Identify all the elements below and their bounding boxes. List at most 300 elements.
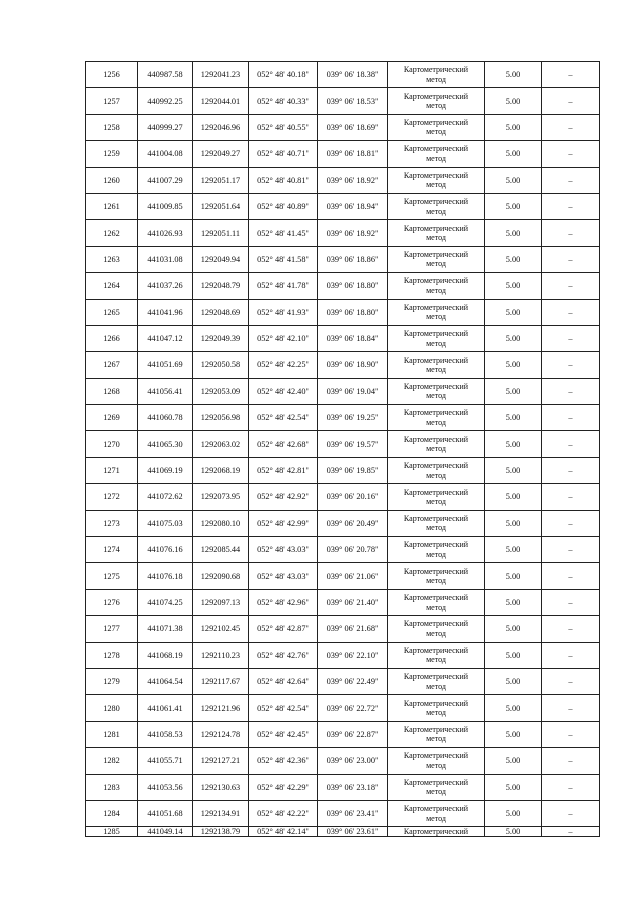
longitude-cell: 039° 06' 22.49" xyxy=(318,668,388,694)
table-row xyxy=(86,537,600,563)
method-cell xyxy=(388,273,485,299)
longitude-cell: 039° 06' 18.53" xyxy=(318,88,388,114)
method-cell xyxy=(388,378,485,404)
method-line-1: Картометрический xyxy=(403,566,469,576)
x-coordinate-cell: 441051.68 xyxy=(138,800,193,826)
method-line-2: метод xyxy=(426,576,446,586)
method-line-1: Картометрический xyxy=(403,249,469,259)
table-row xyxy=(86,88,600,114)
table-row xyxy=(86,589,600,615)
point-number-cell: 1279 xyxy=(86,668,138,694)
latitude-cell: 052° 48' 42.76" xyxy=(249,642,318,668)
longitude-cell: 039° 06' 22.72" xyxy=(318,695,388,721)
note-cell: – xyxy=(542,431,600,457)
method-line-2: метод xyxy=(426,813,446,823)
point-number-cell: 1270 xyxy=(86,431,138,457)
accuracy-cell: 5.00 xyxy=(485,695,542,721)
method-line-1: Картометрический xyxy=(403,725,469,735)
table-row xyxy=(86,563,600,589)
latitude-cell: 052° 48' 42.92" xyxy=(249,484,318,510)
longitude-cell: 039° 06' 19.25" xyxy=(318,405,388,431)
table-row xyxy=(86,167,600,193)
longitude-cell: 039° 06' 21.68" xyxy=(318,616,388,642)
method-line-2: метод xyxy=(426,206,446,216)
point-number-cell: 1272 xyxy=(86,484,138,510)
accuracy-cell: 5.00 xyxy=(485,246,542,272)
point-number-cell: 1278 xyxy=(86,642,138,668)
method-line-2: метод xyxy=(426,127,446,137)
point-number-cell: 1267 xyxy=(86,352,138,378)
y-coordinate-cell: 1292085.44 xyxy=(193,537,249,563)
y-coordinate-cell: 1292068.19 xyxy=(193,457,249,483)
x-coordinate-cell: 441075.03 xyxy=(138,510,193,536)
longitude-cell: 039° 06' 18.38" xyxy=(318,62,388,88)
longitude-cell: 039° 06' 18.80" xyxy=(318,273,388,299)
note-cell: – xyxy=(542,88,600,114)
y-coordinate-cell: 1292053.09 xyxy=(193,378,249,404)
table-row xyxy=(86,510,600,536)
accuracy-cell: 5.00 xyxy=(485,642,542,668)
method-cell xyxy=(388,721,485,747)
note-cell: – xyxy=(542,167,600,193)
method-line-2: метод xyxy=(426,760,446,770)
x-coordinate-cell: 441072.62 xyxy=(138,484,193,510)
method-cell xyxy=(388,589,485,615)
note-cell: – xyxy=(542,484,600,510)
table-row xyxy=(86,774,600,800)
note-cell: – xyxy=(542,273,600,299)
method-line-1: Картометрический xyxy=(403,118,469,128)
y-coordinate-cell: 1292049.27 xyxy=(193,141,249,167)
point-number-cell: 1263 xyxy=(86,246,138,272)
method-cell xyxy=(388,114,485,140)
method-line-1: Картометрический xyxy=(403,381,469,391)
longitude-cell: 039° 06' 21.40" xyxy=(318,589,388,615)
method-line-1: Картометрический xyxy=(403,804,469,814)
method-line-2: метод xyxy=(426,708,446,718)
accuracy-cell: 5.00 xyxy=(485,325,542,351)
accuracy-cell: 5.00 xyxy=(485,800,542,826)
latitude-cell: 052° 48' 41.58" xyxy=(249,246,318,272)
longitude-cell: 039° 06' 18.94" xyxy=(318,193,388,219)
method-line-1: Картометрический xyxy=(403,434,469,444)
method-line-1: Картометрический xyxy=(403,144,469,154)
table-row xyxy=(86,62,600,88)
point-number-cell: 1271 xyxy=(86,457,138,483)
method-line-2: метод xyxy=(426,681,446,691)
latitude-cell: 052° 48' 40.33" xyxy=(249,88,318,114)
y-coordinate-cell: 1292121.96 xyxy=(193,695,249,721)
x-coordinate-cell: 441069.19 xyxy=(138,457,193,483)
x-coordinate-cell: 441007.29 xyxy=(138,167,193,193)
method-line-2: метод xyxy=(426,101,446,111)
latitude-cell: 052° 48' 43.03" xyxy=(249,563,318,589)
method-cell xyxy=(388,748,485,774)
method-line-1: Картометрический xyxy=(403,751,469,761)
method-cell xyxy=(388,774,485,800)
accuracy-cell: 5.00 xyxy=(485,273,542,299)
note-cell: – xyxy=(542,62,600,88)
y-coordinate-cell: 1292127.21 xyxy=(193,748,249,774)
note-cell: – xyxy=(542,695,600,721)
note-cell: – xyxy=(542,668,600,694)
table-row xyxy=(86,721,600,747)
accuracy-cell: 5.00 xyxy=(485,114,542,140)
note-cell: – xyxy=(542,352,600,378)
latitude-cell: 052° 48' 42.29" xyxy=(249,774,318,800)
method-line-1: Картометрический xyxy=(403,91,469,101)
x-coordinate-cell: 441031.08 xyxy=(138,246,193,272)
method-cell xyxy=(388,827,485,837)
method-line-1: Картометрический xyxy=(403,698,469,708)
method-line-1: Картометрический xyxy=(403,513,469,523)
point-number-cell: 1277 xyxy=(86,616,138,642)
y-coordinate-cell: 1292117.67 xyxy=(193,668,249,694)
method-cell xyxy=(388,167,485,193)
point-number-cell: 1285 xyxy=(86,827,138,837)
x-coordinate-cell: 440987.58 xyxy=(138,62,193,88)
method-line-2: метод xyxy=(426,74,446,84)
y-coordinate-cell: 1292046.96 xyxy=(193,114,249,140)
point-number-cell: 1274 xyxy=(86,537,138,563)
point-number-cell: 1266 xyxy=(86,325,138,351)
table-row xyxy=(86,193,600,219)
point-number-cell: 1280 xyxy=(86,695,138,721)
longitude-cell: 039° 06' 18.84" xyxy=(318,325,388,351)
method-line-2: метод xyxy=(426,180,446,190)
method-cell xyxy=(388,325,485,351)
note-cell: – xyxy=(542,193,600,219)
accuracy-cell: 5.00 xyxy=(485,774,542,800)
y-coordinate-cell: 1292049.39 xyxy=(193,325,249,351)
note-cell: – xyxy=(542,563,600,589)
method-cell xyxy=(388,141,485,167)
note-cell: – xyxy=(542,405,600,431)
y-coordinate-cell: 1292051.64 xyxy=(193,193,249,219)
point-number-cell: 1275 xyxy=(86,563,138,589)
x-coordinate-cell: 441064.54 xyxy=(138,668,193,694)
method-cell xyxy=(388,510,485,536)
method-line-2: метод xyxy=(426,470,446,480)
latitude-cell: 052° 48' 41.45" xyxy=(249,220,318,246)
latitude-cell: 052° 48' 42.40" xyxy=(249,378,318,404)
table-row xyxy=(86,642,600,668)
longitude-cell: 039° 06' 20.49" xyxy=(318,510,388,536)
latitude-cell: 052° 48' 42.45" xyxy=(249,721,318,747)
point-number-cell: 1258 xyxy=(86,114,138,140)
table-row xyxy=(86,220,600,246)
x-coordinate-cell: 441041.96 xyxy=(138,299,193,325)
y-coordinate-cell: 1292102.45 xyxy=(193,616,249,642)
longitude-cell: 039° 06' 18.92" xyxy=(318,220,388,246)
table-row xyxy=(86,325,600,351)
note-cell: – xyxy=(542,537,600,563)
y-coordinate-cell: 1292063.02 xyxy=(193,431,249,457)
y-coordinate-cell: 1292051.11 xyxy=(193,220,249,246)
method-cell xyxy=(388,642,485,668)
method-line-2: метод xyxy=(426,523,446,533)
x-coordinate-cell: 441053.56 xyxy=(138,774,193,800)
longitude-cell: 039° 06' 23.41" xyxy=(318,800,388,826)
accuracy-cell: 5.00 xyxy=(485,431,542,457)
y-coordinate-cell: 1292138.79 xyxy=(193,827,249,837)
method-line-1: Картометрический xyxy=(403,619,469,629)
point-number-cell: 1276 xyxy=(86,589,138,615)
accuracy-cell: 5.00 xyxy=(485,62,542,88)
note-cell: – xyxy=(542,378,600,404)
latitude-cell: 052° 48' 42.54" xyxy=(249,695,318,721)
table-row xyxy=(86,352,600,378)
note-cell: – xyxy=(542,220,600,246)
latitude-cell: 052° 48' 42.36" xyxy=(249,748,318,774)
point-number-cell: 1264 xyxy=(86,273,138,299)
longitude-cell: 039° 06' 19.57" xyxy=(318,431,388,457)
x-coordinate-cell: 441061.41 xyxy=(138,695,193,721)
x-coordinate-cell: 440999.27 xyxy=(138,114,193,140)
longitude-cell: 039° 06' 23.00" xyxy=(318,748,388,774)
note-cell: – xyxy=(542,748,600,774)
latitude-cell: 052° 48' 42.68" xyxy=(249,431,318,457)
table-row xyxy=(86,246,600,272)
accuracy-cell: 5.00 xyxy=(485,563,542,589)
table-row xyxy=(86,616,600,642)
table-row xyxy=(86,457,600,483)
accuracy-cell: 5.00 xyxy=(485,616,542,642)
point-number-cell: 1269 xyxy=(86,405,138,431)
point-number-cell: 1262 xyxy=(86,220,138,246)
method-line-2: метод xyxy=(426,655,446,665)
latitude-cell: 052° 48' 40.18" xyxy=(249,62,318,88)
method-cell xyxy=(388,193,485,219)
point-number-cell: 1273 xyxy=(86,510,138,536)
method-line-1: Картометрический xyxy=(403,827,469,837)
point-number-cell: 1283 xyxy=(86,774,138,800)
method-line-1: Картометрический xyxy=(403,170,469,180)
note-cell: – xyxy=(542,589,600,615)
x-coordinate-cell: 441076.16 xyxy=(138,537,193,563)
method-cell xyxy=(388,62,485,88)
x-coordinate-cell: 441058.53 xyxy=(138,721,193,747)
method-line-1: Картометрический xyxy=(403,777,469,787)
table-row xyxy=(86,668,600,694)
latitude-cell: 052° 48' 40.71" xyxy=(249,141,318,167)
method-cell xyxy=(388,405,485,431)
longitude-cell: 039° 06' 19.85" xyxy=(318,457,388,483)
method-cell xyxy=(388,88,485,114)
note-cell: – xyxy=(542,141,600,167)
table-row xyxy=(86,748,600,774)
method-line-1: Картометрический xyxy=(403,593,469,603)
latitude-cell: 052° 48' 42.87" xyxy=(249,616,318,642)
longitude-cell: 039° 06' 18.80" xyxy=(318,299,388,325)
x-coordinate-cell: 441076.18 xyxy=(138,563,193,589)
x-coordinate-cell: 440992.25 xyxy=(138,88,193,114)
x-coordinate-cell: 441049.14 xyxy=(138,827,193,837)
table-body xyxy=(86,62,600,837)
y-coordinate-cell: 1292097.13 xyxy=(193,589,249,615)
longitude-cell: 039° 06' 23.18" xyxy=(318,774,388,800)
y-coordinate-cell: 1292073.95 xyxy=(193,484,249,510)
method-cell xyxy=(388,800,485,826)
accuracy-cell: 5.00 xyxy=(485,378,542,404)
method-cell xyxy=(388,695,485,721)
longitude-cell: 039° 06' 19.04" xyxy=(318,378,388,404)
table-row xyxy=(86,800,600,826)
latitude-cell: 052° 48' 40.81" xyxy=(249,167,318,193)
accuracy-cell: 5.00 xyxy=(485,668,542,694)
latitude-cell: 052° 48' 43.03" xyxy=(249,537,318,563)
x-coordinate-cell: 441037.26 xyxy=(138,273,193,299)
method-line-2: метод xyxy=(426,233,446,243)
table-row xyxy=(86,378,600,404)
table-row xyxy=(86,273,600,299)
accuracy-cell: 5.00 xyxy=(485,299,542,325)
method-line-1: Картометрический xyxy=(403,65,469,75)
note-cell: – xyxy=(542,800,600,826)
point-number-cell: 1260 xyxy=(86,167,138,193)
accuracy-cell: 5.00 xyxy=(485,589,542,615)
x-coordinate-cell: 441065.30 xyxy=(138,431,193,457)
method-cell xyxy=(388,537,485,563)
method-line-1: Картометрический xyxy=(403,672,469,682)
longitude-cell: 039° 06' 18.69" xyxy=(318,114,388,140)
x-coordinate-cell: 441047.12 xyxy=(138,325,193,351)
method-cell xyxy=(388,457,485,483)
y-coordinate-cell: 1292049.94 xyxy=(193,246,249,272)
method-line-2: метод xyxy=(426,153,446,163)
accuracy-cell: 5.00 xyxy=(485,457,542,483)
y-coordinate-cell: 1292090.68 xyxy=(193,563,249,589)
method-line-2: метод xyxy=(426,602,446,612)
method-cell xyxy=(388,352,485,378)
latitude-cell: 052° 48' 40.89" xyxy=(249,193,318,219)
accuracy-cell: 5.00 xyxy=(485,352,542,378)
latitude-cell: 052° 48' 42.22" xyxy=(249,800,318,826)
latitude-cell: 052° 48' 42.10" xyxy=(249,325,318,351)
x-coordinate-cell: 441004.08 xyxy=(138,141,193,167)
y-coordinate-cell: 1292080.10 xyxy=(193,510,249,536)
accuracy-cell: 5.00 xyxy=(485,405,542,431)
method-line-1: Картометрический xyxy=(403,329,469,339)
method-cell xyxy=(388,484,485,510)
accuracy-cell: 5.00 xyxy=(485,827,542,837)
method-line-1: Картометрический xyxy=(403,276,469,286)
table-row xyxy=(86,695,600,721)
method-line-1: Картометрический xyxy=(403,645,469,655)
method-line-1: Картометрический xyxy=(403,461,469,471)
accuracy-cell: 5.00 xyxy=(485,484,542,510)
x-coordinate-cell: 441074.25 xyxy=(138,589,193,615)
accuracy-cell: 5.00 xyxy=(485,141,542,167)
note-cell: – xyxy=(542,325,600,351)
x-coordinate-cell: 441056.41 xyxy=(138,378,193,404)
point-number-cell: 1282 xyxy=(86,748,138,774)
point-number-cell: 1268 xyxy=(86,378,138,404)
method-cell xyxy=(388,299,485,325)
latitude-cell: 052° 48' 42.81" xyxy=(249,457,318,483)
method-line-1: Картометрический xyxy=(403,197,469,207)
note-cell: – xyxy=(542,299,600,325)
x-coordinate-cell: 441068.19 xyxy=(138,642,193,668)
y-coordinate-cell: 1292124.78 xyxy=(193,721,249,747)
y-coordinate-cell: 1292048.69 xyxy=(193,299,249,325)
y-coordinate-cell: 1292048.79 xyxy=(193,273,249,299)
table-row xyxy=(86,827,600,837)
note-cell: – xyxy=(542,616,600,642)
method-cell xyxy=(388,246,485,272)
point-number-cell: 1261 xyxy=(86,193,138,219)
accuracy-cell: 5.00 xyxy=(485,193,542,219)
note-cell: – xyxy=(542,510,600,536)
table-row xyxy=(86,141,600,167)
method-cell xyxy=(388,616,485,642)
accuracy-cell: 5.00 xyxy=(485,220,542,246)
latitude-cell: 052° 48' 42.64" xyxy=(249,668,318,694)
accuracy-cell: 5.00 xyxy=(485,537,542,563)
table-row xyxy=(86,431,600,457)
y-coordinate-cell: 1292130.63 xyxy=(193,774,249,800)
latitude-cell: 052° 48' 42.25" xyxy=(249,352,318,378)
longitude-cell: 039° 06' 20.16" xyxy=(318,484,388,510)
longitude-cell: 039° 06' 18.92" xyxy=(318,167,388,193)
method-line-2: метод xyxy=(426,496,446,506)
method-line-1: Картометрический xyxy=(403,302,469,312)
point-number-cell: 1259 xyxy=(86,141,138,167)
y-coordinate-cell: 1292041.23 xyxy=(193,62,249,88)
method-line-2: метод xyxy=(426,338,446,348)
method-cell xyxy=(388,220,485,246)
note-cell: – xyxy=(542,114,600,140)
table-row xyxy=(86,484,600,510)
method-line-2: метод xyxy=(426,444,446,454)
longitude-cell: 039° 06' 18.81" xyxy=(318,141,388,167)
y-coordinate-cell: 1292050.58 xyxy=(193,352,249,378)
longitude-cell: 039° 06' 21.06" xyxy=(318,563,388,589)
table-row xyxy=(86,114,600,140)
method-line-2: метод xyxy=(426,259,446,269)
x-coordinate-cell: 441055.71 xyxy=(138,748,193,774)
method-cell xyxy=(388,431,485,457)
method-line-2: метод xyxy=(426,312,446,322)
table-row xyxy=(86,405,600,431)
x-coordinate-cell: 441009.85 xyxy=(138,193,193,219)
note-cell: – xyxy=(542,774,600,800)
longitude-cell: 039° 06' 18.90" xyxy=(318,352,388,378)
accuracy-cell: 5.00 xyxy=(485,748,542,774)
latitude-cell: 052° 48' 42.54" xyxy=(249,405,318,431)
x-coordinate-cell: 441051.69 xyxy=(138,352,193,378)
method-line-2: метод xyxy=(426,285,446,295)
method-cell xyxy=(388,563,485,589)
point-number-cell: 1256 xyxy=(86,62,138,88)
method-line-2: метод xyxy=(426,787,446,797)
longitude-cell: 039° 06' 22.87" xyxy=(318,721,388,747)
point-number-cell: 1284 xyxy=(86,800,138,826)
longitude-cell: 039° 06' 22.10" xyxy=(318,642,388,668)
method-line-2: метод xyxy=(426,549,446,559)
x-coordinate-cell: 441071.38 xyxy=(138,616,193,642)
latitude-cell: 052° 48' 42.99" xyxy=(249,510,318,536)
x-coordinate-cell: 441026.93 xyxy=(138,220,193,246)
y-coordinate-cell: 1292051.17 xyxy=(193,167,249,193)
latitude-cell: 052° 48' 42.96" xyxy=(249,589,318,615)
point-number-cell: 1265 xyxy=(86,299,138,325)
note-cell: – xyxy=(542,827,600,837)
note-cell: – xyxy=(542,721,600,747)
note-cell: – xyxy=(542,457,600,483)
method-line-1: Картометрический xyxy=(403,487,469,497)
latitude-cell: 052° 48' 42.14" xyxy=(249,827,318,837)
